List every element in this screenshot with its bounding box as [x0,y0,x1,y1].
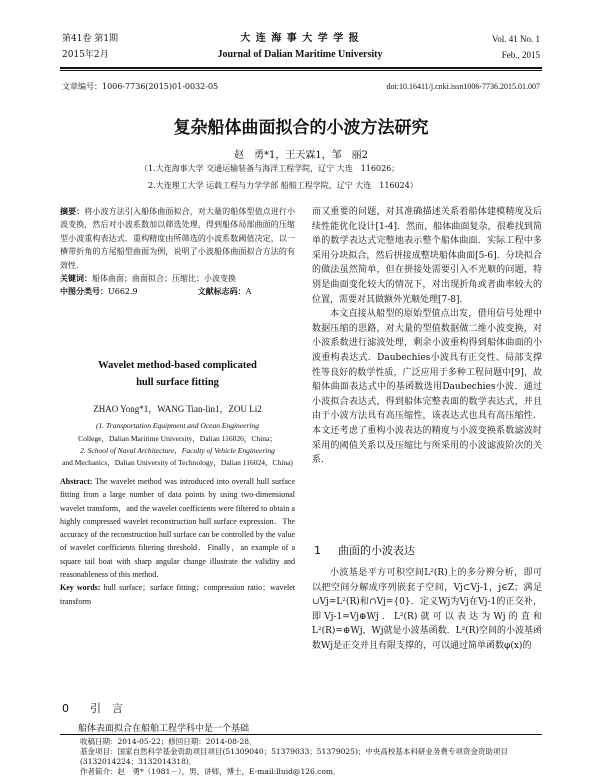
right-paragraph-2: 本文直接从船型的原始型值点出发，借用信号处理中数据压缩的思路，对大量的型值数据做二维小波变换，对小波系数进行滤波处理，剩余小波重构得到船体曲面的小波重构表达式．Daubechies小波具有正交性、局部支撑性等良好的数学性质，广泛应用于多种工程问题中[9]，故船体曲面表达式中的基函数选用Daubechies小波．通过小波拟合表达式，得到船体完整表面的数学表达式，并且由于小波方法具有高压缩性，该表达式也具有高压缩性．本文还考虑了重构小波表达的精度与小波变换系数滤波时采用的阈值关系以及压缩比与所采用的小波滤波阶次的关系． [312,309,542,466]
footnote-received: 收稿日期：2014-05-22；修回日期：2014-08-28． [80,737,257,746]
header-rule [60,67,542,69]
header-rule-thin [60,70,542,71]
affiliation-en-1: (1. Transportation Equipment and Ocean Engineering [96,421,259,430]
date-en: Feb., 2015 [501,50,540,60]
journal-name-cn: 大 连 海 事 大 学 学 报 [240,33,360,44]
intro-paragraph: 船体表面拟合在船舶工程学科中是一个基础 [78,724,250,734]
journal-name-en: Journal of Dalian Maritime University [217,49,383,60]
article-number: 文章编号：1006-7736(2015)01-0032-05 [62,82,219,91]
paper-title-en-1: Wavelet method-based complicated [98,360,257,371]
section-1-number: 1 [314,544,321,557]
abstract-en-text: The wavelet method was introduced into overall hull surface fitting from a large number of data points by using two-dimensional wavelet transform，and the wavelet coefficients were filtered to obtain a highly compressed wavelet reconstruction hull surface expression．The accuracy of the reconstruction hull surface can be controlled by the value of wavelet coefficients filtering threshold．Finally，an example of a square tail boat with sharp angular change illustrate the validity and reasonableness of this method． [60,477,296,580]
date-cn: 2015年2月 [62,50,109,60]
keywords-cn [60,272,295,285]
clc-label: 中图分类号： [60,286,108,297]
paper-title-cn: 复杂船体曲面拟合的小波方法研究 [173,118,429,138]
keywords-cn-text: 船体曲面；曲面拟合；压缩比；小波变换 [92,274,236,284]
section-heading-1 [314,542,415,558]
abstract-en-label: Abstract: [60,477,93,486]
section-0-number: 0 [62,702,69,715]
affiliation-cn-1: （1.大连海事大学 交通运输装备与海洋工程学院，辽宁 大连 116026； [140,164,400,173]
section-heading-0 [62,700,123,716]
footnote-fund: 基金项目：国家自然科学基金资助项目项目(51309040；51379033；51379025)；中央高校基本科研业务费专项资金资助项目(3132014224；3132014318)． [80,747,508,766]
authors-cn: 赵 勇*1，王天霖1，邹 丽2 [233,150,369,161]
abstract-cn-text: 将小波方法引入船体曲面拟合，对大量的船体型值点进行小波变换，然后对小波系数加以筛选处理，得到船体局部曲面的压缩型小波重构表达式．重构精度由所筛选的小波系数阈值决定，以一横带折角的方尾船型曲面为例，说明了小波船体曲面拟合方法的有效性． [60,207,296,270]
keywords-en [60,581,295,608]
volume-issue-cn: 第41卷 第1期 [62,34,119,44]
affiliation-en-2: College，Dalian Maritime University，Dalian 116026，China； [78,434,277,443]
authors-en: ZHAO Yong*1，WANG Tian-lin1，ZOU Li2 [93,404,262,414]
volume-issue-en: Vol. 41 No. 1 [491,34,540,44]
keywords-en-text: hull surface；surface fitting；compression ratio；wavelet transform [60,583,296,606]
classification-line [60,285,295,298]
keywords-cn-label: 关键词： [60,273,92,284]
abstract-cn-label: 摘要： [60,206,85,216]
abstract-cn [60,205,295,272]
paper-title-en-2: hull surface fitting [136,377,219,388]
keywords-en-label: Key words: [60,583,101,593]
section-0-title: 引 言 [90,702,123,715]
abstract-en [60,475,295,581]
footnote-rule [60,734,542,735]
footnote-author: 作者简介：赵 勇*（1981－），男，讲师，博士，E-mail:lluid@126.com． [80,767,341,776]
doc-code-value: A [245,287,252,297]
clc-value: U662.9 [108,287,138,297]
affiliation-en-4: and Mechanics，Dalian University of Technology，Dalian 116024，China) [62,458,293,467]
right-paragraph-1: 而又重要的问题，对其准确描述关系着船体建模精度及后续性能优化设计[1-4]．然而，船体曲面复杂，很难找到简单的数学表达式完整地表示整个船体曲面．实际工程中多采用分块拟合，然后拼接成整块船体曲面[5-6]．分块拟合的做法虽然简单，但在拼接处需要引入不光顺的问题，特别是曲面变化较大的情况下，对出现折角或者曲率较大的位置，需要对其做额外光顺处理[7-8]． [312,207,542,305]
affiliation-en-3: 2. School of Naval Architecture，Faculty of Vehicle Engineering [80,446,275,455]
doi: doi:10.16411/j.cnki.issn1006-7736.2015.01.007 [386,82,540,91]
right-paragraph-3: 小波基是平方可积空间L²(R)上的多分辨分析，即可以把空间分解成序列嵌套子空间，Vj⊂Vj-1，j∈Z；满足∪Vj=L²(R)和∩Vj={0}．定义Wj为Vj在Vj-1的正交补，即Vj-1=Vj⊕Wj．L²(R)就可以表达为Wj的直和L²(R)=⊕Wj，Wj就是小波基函数．L²(R)空间的小波基函数Wj是正交并且有限支撑的，可以通过简单函数φ(x)的 [312,568,542,651]
section-1-title: 曲面的小波表达 [338,544,415,557]
affiliation-cn-2: 2.大连理工大学 运载工程与力学学部 船舶工程学院，辽宁 大连 116024） [148,181,418,190]
doc-code-label: 文献标志码： [197,286,246,297]
